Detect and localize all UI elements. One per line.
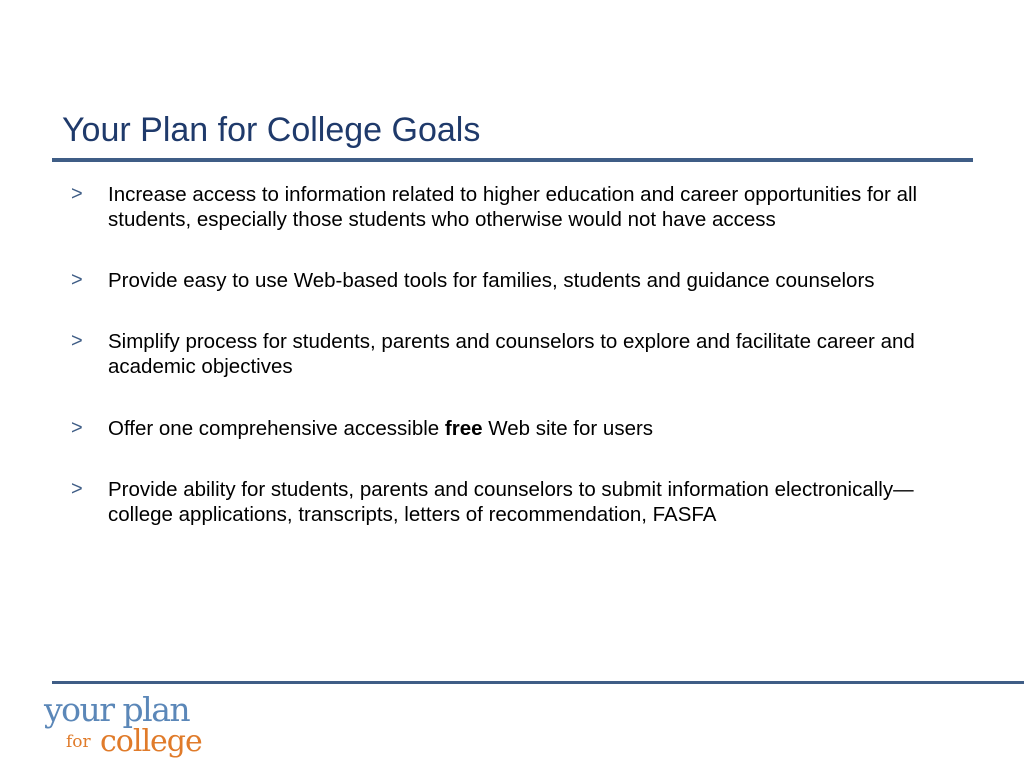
slide-title: Your Plan for College Goals <box>62 111 481 149</box>
bullet-item <box>62 268 942 293</box>
bullet-item <box>62 329 942 379</box>
bullet-item <box>62 416 942 441</box>
bullet-text <box>108 417 653 440</box>
bullet-item <box>62 477 942 527</box>
bullet-chevron-icon: > <box>71 269 83 291</box>
bullet-chevron-icon: > <box>71 478 83 500</box>
title-divider <box>52 158 973 162</box>
footer-divider <box>52 681 1024 684</box>
bullet-text-part: Offer one comprehensive accessible <box>108 417 445 440</box>
bullet-chevron-icon: > <box>71 417 83 439</box>
logo-for-text: for <box>66 732 91 752</box>
bullet-item <box>62 182 942 232</box>
logo-your-plan-text: your plan <box>44 690 190 729</box>
bullet-emphasis: free <box>444 417 483 440</box>
bullet-text: Provide ability for students, parents and counselors to submit information electronically—college applications, transcripts, letters of recommendation, FASFA <box>108 478 914 526</box>
your-plan-for-college-logo <box>44 692 224 762</box>
bullet-text-part: Web site for users <box>482 417 654 440</box>
bullet-chevron-icon: > <box>71 183 83 205</box>
bullet-text: Provide easy to use Web-based tools for families, students and guidance counselors <box>108 269 875 292</box>
bullet-list <box>62 182 942 563</box>
bullet-chevron-icon: > <box>71 330 83 352</box>
bullet-text: Simplify process for students, parents and counselors to explore and facilitate career and academic objectives <box>108 330 915 378</box>
bullet-text: Increase access to information related to higher education and career opportunities for all students, especially those students who otherwise would not have access <box>108 183 918 231</box>
logo-college-text: college <box>100 724 202 759</box>
